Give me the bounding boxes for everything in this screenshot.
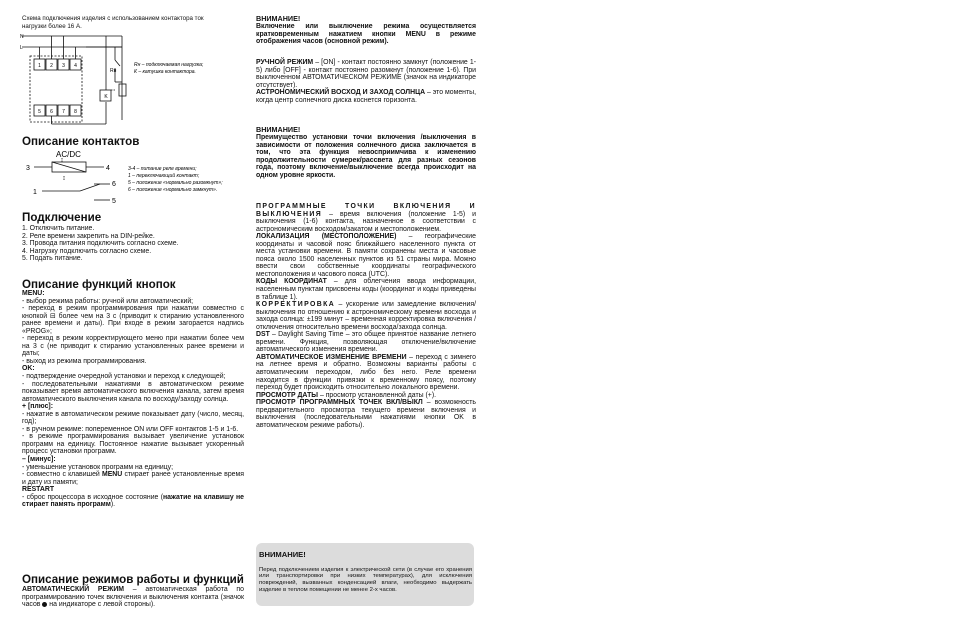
terminal-3: 3: [62, 63, 65, 69]
pin-1: 1: [33, 189, 37, 196]
plus-item: - в режиме программирования вызывает увеличение установок программ на единицу. Постоянное нажатие вызывает ускоренный процесс установки программ.: [22, 433, 244, 456]
menu-item: - переход в режим корректирующего меню при нажатии более чем на 3 с (не приводит к стиранию установленных ранее времени и даты;: [22, 335, 244, 358]
scheme-caption-line-1: Схема подключения изделия с использованием контактора ток: [22, 15, 204, 22]
n-line-label: N: [20, 34, 24, 40]
attention-block-1: [256, 15, 476, 46]
manual-mode-label: РУЧНОЙ РЕЖИМ: [256, 59, 314, 66]
connection-title: Подключение: [22, 211, 102, 224]
note-body: Перед подключением изделия к электрической сети (в случае его хранения или транспортировки при низких температурах), для исключения повреждений, вызванных конденсацией влаги, необходимо выдержать изделие в теплом помещении не менее 2-х часов.: [259, 566, 472, 593]
legend-coil: К – катушка контактора.: [134, 69, 196, 75]
menu-item: - выбор режима работы: ручной или автоматический;: [22, 297, 194, 305]
restart-item: - сброс процессора в исходное состояние (нажатие на клавишу не стирает память программ).: [22, 493, 244, 509]
warning-note-box: [256, 543, 474, 606]
manual-mode-block: РУЧНОЙ РЕЖИМ – [ON] - контакт постоянно замкнут (положение 1-5) либо [OFF] - контакт постоянно разомкнут (положение 1-6). При выключенном АВТОМАТИЧЕСКОМ РЕЖИМЕ (значок на индикаторе отсутствует). АСТРОНОМИЧЕСКИЙ ВОСХОД И ЗАХОД СОЛНЦА – это моменты, когда центр солнечного диска коснется горизонта.: [256, 59, 476, 104]
minus-item: - совместно с клавишей MENU стирает ранее установленные время и дату из памяти;: [22, 471, 244, 486]
plus-item: - в ручном режиме: попеременное ON или OFF контактов 1-5 и 1-6.: [22, 425, 239, 433]
buttons-description: [22, 290, 244, 509]
terminal-7: 7: [62, 109, 65, 115]
menu-item: - выход из режима программирования.: [22, 357, 147, 365]
ok-item: - последовательными нажатиями в автоматическом режиме показывает время автоматического включения канала, затем время автоматического выключения канала по восходу/заходу солнца.: [22, 380, 244, 403]
dst-label: DST: [256, 331, 270, 339]
terminal-6: 6: [50, 109, 53, 115]
wiring-diagram: [22, 32, 244, 128]
connection-steps: [22, 225, 244, 263]
codes-label: КОДЫ КООРДИНАТ: [256, 278, 327, 286]
connection-step: 5. Подать питание.: [22, 255, 83, 263]
contacts-legend-2: 1 – переключающий контакт;: [128, 173, 200, 179]
menu-label: MENU:: [22, 290, 45, 297]
connection-step: 2. Реле времени закрепить на DIN-рейке.: [22, 232, 155, 240]
contacts-legend-4: 6 – положение «нормально замкнут».: [128, 187, 218, 193]
auto-time-label: АВТОМАТИЧЕСКОЕ ИЗМЕНЕНИЕ ВРЕМЕНИ: [256, 353, 407, 361]
acdc-label: AC/DC: [56, 150, 81, 159]
auto-mode-label: АВТОМАТИЧЕСКИЙ РЕЖИМ: [22, 586, 125, 593]
modes-description: АВТОМАТИЧЕСКИЙ РЕЖИМ – автоматическая работа по программированию точек включения и выключения контакта (значок часов на индикаторе с левой стороны).: [22, 586, 244, 609]
clock-icon: [42, 602, 47, 607]
minus-key-icon: ⊟: [50, 312, 56, 320]
modes-title: Описание режимов работы и функций: [22, 573, 244, 586]
pin-4: 4: [106, 165, 110, 172]
pin-6: 6: [112, 181, 116, 188]
attention-block-2: [256, 126, 476, 179]
l-line-label: L: [20, 45, 23, 51]
connection-step: 1. Отключить питание.: [22, 225, 95, 232]
astro-label: АСТРОНОМИЧЕСКИЙ ВОСХОД И ЗАХОД СОЛНЦА: [256, 89, 426, 97]
localization-label: ЛОКАЛИЗАЦИЯ (МЕСТОПОЛОЖЕНИЕ): [256, 233, 397, 241]
attention-text: Преимущество установки точки включения /выключения в зависимости от положения солнечного диска заключается в том, что эта функция невосприимчива к изменению продолжительности сумерек/рассвета для разных сезонов года, поэтому включение/выключение всегда происходит на одном уровне яркости.: [256, 134, 476, 179]
ok-item: - подтверждение очередной установки и переход к следующей;: [22, 373, 226, 381]
ok-label: OK:: [22, 365, 35, 373]
legend-load: Rн – подключаемая нагрузка;: [134, 62, 204, 68]
contacts-legend-3: 5 – положение «нормально разомкнут»;: [128, 180, 223, 186]
terminal-4: 4: [74, 63, 77, 69]
date-view-label: ПРОСМОТР ДАТЫ: [256, 391, 319, 399]
connection-step: 4. Нагрузку подключить согласно схеме.: [22, 247, 152, 255]
points-view-label: ПРОСМОТР ПРОГРАММНЫХ ТОЧЕК ВКЛ/ВЫКЛ: [256, 399, 423, 407]
contacts-legend-1: 3-4 – питание реле времени;: [128, 166, 197, 172]
menu-item: - переход в режим программирования при нажатии совместно с кнопкой ⊟ более чем на 3 с (приводит к стиранию установленного ранее времени и даты). При входе в режим загорается надпись «PROG»;: [22, 305, 244, 335]
buttons-title: Описание функций кнопок: [22, 278, 176, 291]
pin-3: 3: [26, 165, 30, 172]
scheme-caption-line-2: нагрузки более 16 А.: [22, 22, 82, 30]
prog-points-label: ПРОГРАММНЫЕ ТОЧКИ ВКЛЮЧЕНИЯ И ВЫКЛЮЧЕНИЯ: [256, 203, 476, 218]
terminal-5: 5: [38, 109, 41, 115]
attention-heading: ВНИМАНИЕ!: [256, 125, 301, 134]
attention-text: Включение или выключение режима осуществляется кратковременным нажатием кнопки MENU в режиме отображения часов (основной режим).: [256, 23, 476, 46]
pin-5: 5: [112, 198, 116, 205]
scheme-caption: [22, 15, 244, 30]
load-label: Rн: [110, 68, 117, 74]
minus-label: – [минус]:: [22, 456, 56, 464]
contacts-title: Описание контактов: [22, 135, 140, 148]
coil-label: K: [104, 94, 108, 100]
minus-item: - уменьшение установок программ на единицу;: [22, 463, 174, 471]
terminal-2: 2: [50, 63, 53, 69]
definitions-block: ПРОГРАММНЫЕ ТОЧКИ ВКЛЮЧЕНИЯ И ВЫКЛЮЧЕНИЯ – время включения (положение 1-5) и выключения (1-6) контакта, назначенное в соответствии с астрономическим восходом/закатом и местоположением. ЛОКАЛИЗАЦИЯ (МЕСТОПОЛОЖЕНИЕ) – географические координаты и часовой пояс ближайшего населенного пункта от места установки времени. В памяти сохранены места и часовые пояса около 1500 населенных пунктов из 51 страны мира. Можно ввести свои собственные координаты географического местоположения и часового пояса (UTC). КОДЫ КООРДИНАТ – для облегчения ввода информации, населенным пунктам присвоены коды (координат и коды приведены в таблице 1). КОРРЕКТИРОВКА – ускорение или замедление включения/выключения по отношению к астрономическому времени восхода и захода солнца: ±199 минут – временная корректировка включения /отключения относительно времени восхода/захода солнца. DST – Daylight Saving Time – это общее принятое название летнего времени. Функция, позволяющая отключение/включение автоматического изменения времени. АВТОМАТИЧЕСКОЕ ИЗМЕНЕНИЕ ВРЕМЕНИ – переход с зимнего на летнее время и обратно. Возможны варианты работы с автоматическим переходом, либо без него. Реле времени находится в функции привязки к временному поясу, поэтому переход будет происходить относительно локального времени. ПРОСМОТР ДАТЫ – просмотр установленной даты (+). ПРОСМОТР ПРОГРАММНЫХ ТОЧЕК ВКЛ/ВЫКЛ – возможность предварительного просмотра текущего времени включения и выключения (последовательными нажатиями кнопки OK в автоматическом режиме работы).: [256, 203, 477, 429]
plus-item: - нажатие в автоматическом режиме показывает дату (число, месяц, год);: [22, 410, 244, 426]
contacts-diagram: [22, 148, 244, 206]
connection-step: 3. Провода питания подключить согласно схеме.: [22, 240, 179, 248]
terminal-1: 1: [38, 63, 41, 69]
attention-heading: ВНИМАНИЕ!: [256, 14, 301, 23]
correction-label: КОРРЕКТИРОВКА: [256, 301, 336, 309]
note-title: ВНИМАНИЕ!: [259, 550, 306, 559]
restart-label: RESTART: [22, 486, 55, 494]
terminal-8: 8: [74, 109, 77, 115]
plus-label: + [плюс]:: [22, 403, 53, 411]
